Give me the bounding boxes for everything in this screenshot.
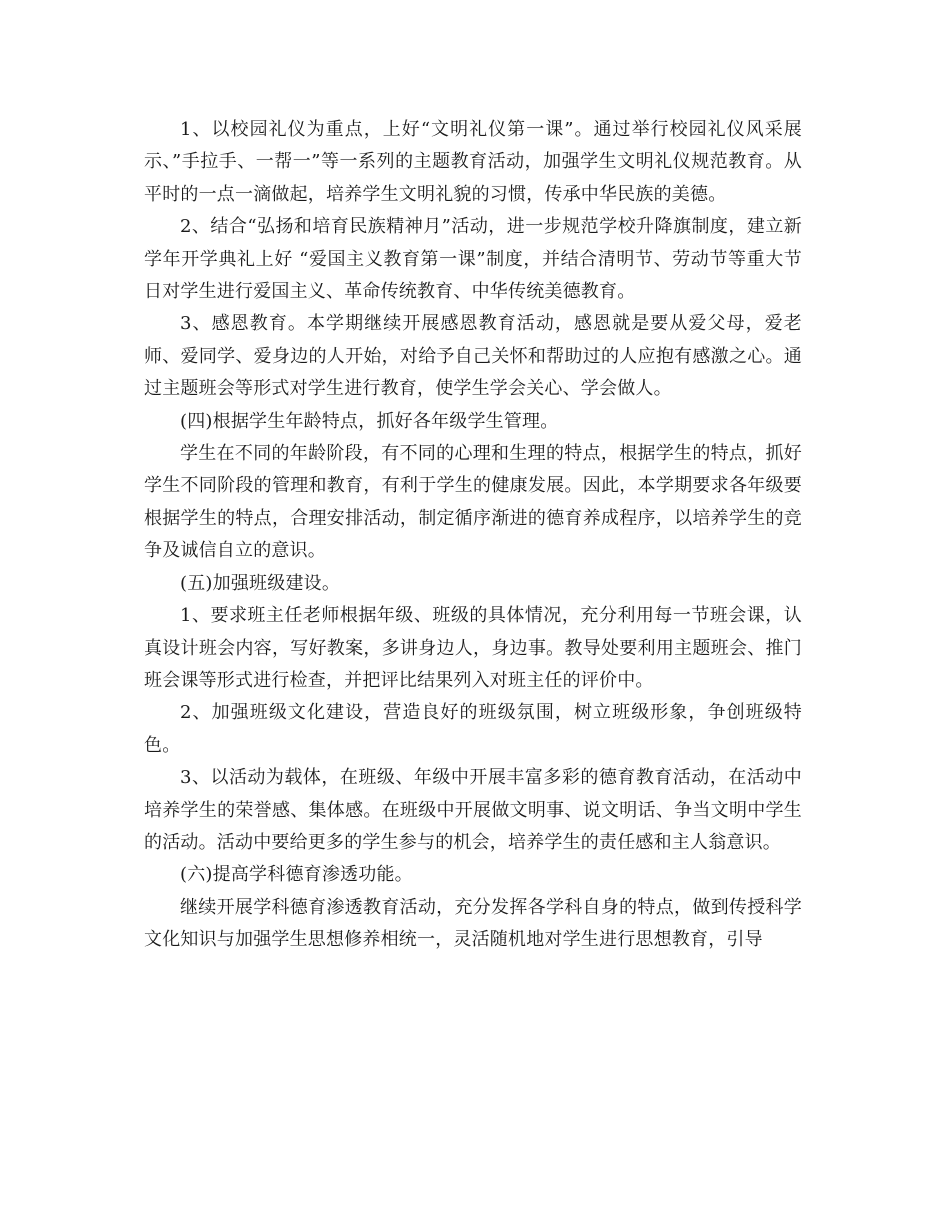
paragraph-class-culture: 2、加强班级文化建设，营造良好的班级氛围，树立班级形象，争创班级特色。 <box>144 702 802 756</box>
paragraph-etiquette-first-lesson: 1、以校园礼仪为重点，上好“文明礼仪第一课”。通过举行校园礼仪风采展示、”手拉手、一帮一”等一系列的主题教育活动，加强学生文明礼仪规范教育。从平时的一点一滴做起，培养学生文明礼貌的习惯，传承中华民族的美德。 <box>144 119 802 205</box>
section-heading-5: (五)加强班级建设。 <box>180 572 341 594</box>
paragraph-age-characteristics: 学生在不同的年龄阶段，有不同的心理和生理的特点，根据学生的特点，抓好学生不同阶段的管理和教育，有利于学生的健康发展。因此，本学期要求各年级要根据学生的特点，合理安排活动，制定循序渐进的德育养成程序，以培养学生的竞争及诚信自立的意识。 <box>144 443 802 562</box>
paragraph-activities: 3、以活动为载体，在班级、年级中开展丰富多彩的德育教育活动，在活动中培养学生的荣誉感、集体感。在班级中开展做文明事、说文明话、争当文明中学生的活动。活动中要给更多的学生参与的机会，培养学生的责任感和主人翁意识。 <box>144 767 802 853</box>
paragraph-gratitude-education: 3、感恩教育。本学期继续开展感恩教育活动，感恩就是要从爱父母，爱老师、爱同学、爱身边的人开始，对给予自己关怀和帮助过的人应抱有感激之心。通过主题班会等形式对学生进行教育，使学生学会关心、学会做人。 <box>144 313 802 400</box>
paragraph-class-meeting: 1、要求班主任老师根据年级、班级的具体情况，充分利用每一节班会课，认真设计班会内容，写好教案，多讲身边人，身边事。教导处要利用主题班会、推门班会课等形式进行检查，并把评比结果列入对班主任的评价中。 <box>144 605 802 691</box>
paragraph-national-spirit: 2、结合“弘扬和培育民族精神月”活动，进一步规范学校升降旗制度，建立新学年开学典礼上好 “爱国主义教育第一课”制度，并结合清明节、劳动节等重大节日对学生进行爱国主义、革命传统教育、中华传统美德教育。 <box>144 216 802 303</box>
section-heading-4: (四)根据学生年龄特点，抓好各年级学生管理。 <box>180 410 559 432</box>
paragraph-subject-moral-education: 继续开展学科德育渗透教育活动，充分发挥各学科自身的特点，做到传授科学文化知识与加强学生思想修养相统一，灵活随机地对学生进行思想教育，引导 <box>144 896 802 951</box>
document-body <box>144 114 802 957</box>
section-heading-6: (六)提高学科德育渗透功能。 <box>180 864 413 886</box>
